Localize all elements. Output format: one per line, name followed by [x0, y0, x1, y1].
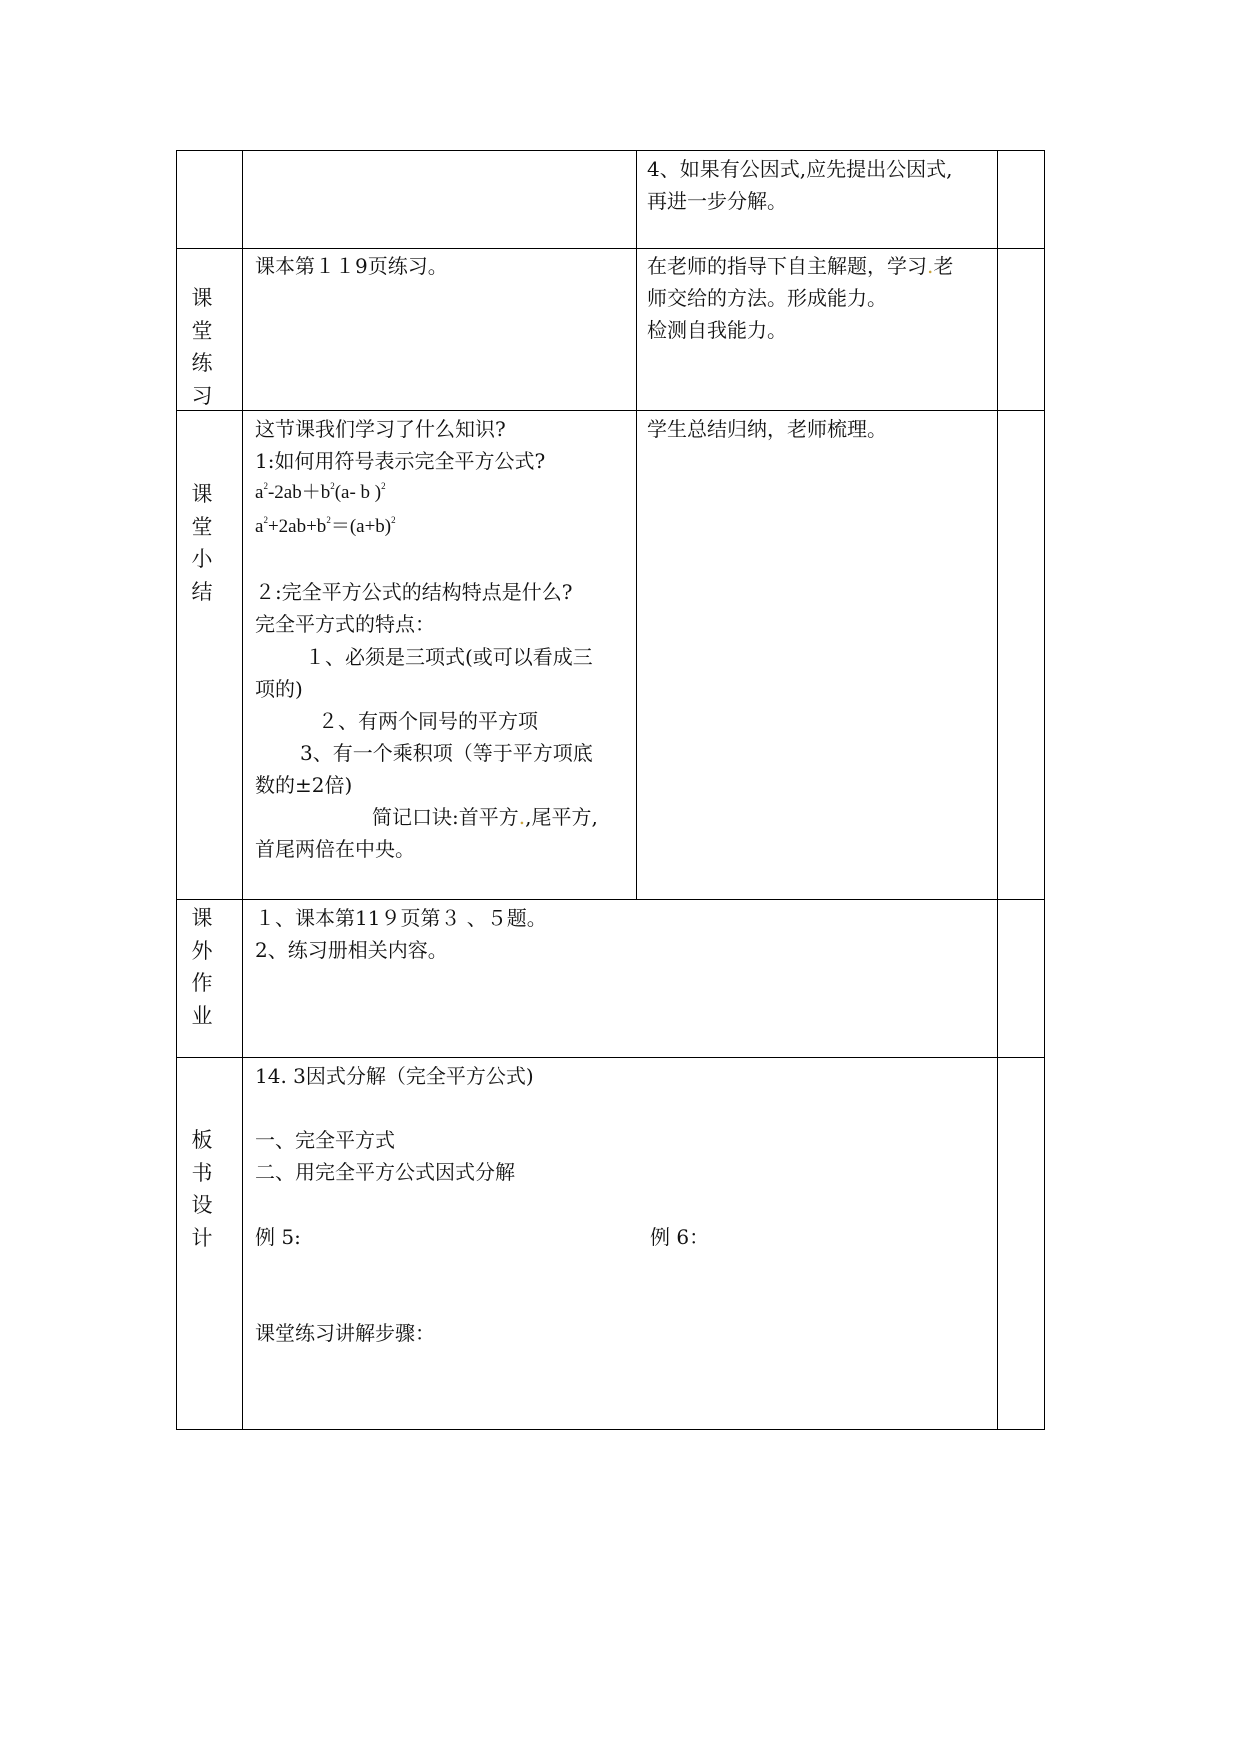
continuation-activity-line-2: 再进一步分解。: [647, 189, 787, 213]
table-border-right: [1044, 150, 1045, 1430]
formula-term: a: [255, 516, 264, 537]
practice-activity-text-b: 老: [933, 254, 954, 278]
feature-3-cont: 数的±2倍): [255, 773, 353, 797]
homework-row-label: [176, 902, 228, 1032]
practice-row-label: [176, 282, 228, 412]
exponent: 2: [381, 481, 386, 491]
formula-term: -2ab＋b: [267, 482, 331, 503]
row-divider-1: [176, 248, 1045, 249]
formula-term: a: [255, 482, 264, 503]
summary-question-2: ２:完全平方公式的结构特点是什么?: [255, 580, 573, 604]
practice-activity-line-3: 检测自我能力。: [647, 318, 787, 342]
formula-term: (a- b ): [334, 482, 382, 503]
label-char: 小: [191, 547, 213, 571]
label-char: 结: [191, 579, 213, 604]
label-char: 习: [191, 383, 213, 408]
feature-3: 3、有一个乘积项（等于平方项底: [300, 741, 593, 765]
practice-activity-text-a: 在老师的指导下自主解题，学习: [647, 254, 927, 278]
summary-activity: 学生总结归纳，老师梳理。: [647, 417, 887, 441]
board-example-6: 例 6：: [650, 1225, 710, 1249]
label-char: 作: [191, 971, 213, 995]
label-char: 业: [191, 1003, 213, 1028]
mnemonic-text-b: ,尾平方,: [525, 805, 598, 829]
label-char: 计: [191, 1225, 213, 1250]
feature-1-cont: 项的): [255, 677, 303, 701]
label-char: 设: [191, 1193, 213, 1217]
formula-sum-square: [255, 511, 396, 543]
practice-content: 课本第１１9页练习。: [255, 254, 448, 278]
row-divider-4: [176, 1057, 1045, 1058]
summary-row-label: [176, 478, 228, 608]
board-row-label: [176, 1124, 228, 1254]
practice-activity-line-1: [647, 250, 953, 282]
exponent: 2: [263, 515, 268, 525]
summary-question-1: 1:如何用符号表示完全平方公式?: [255, 449, 546, 473]
board-item-2: 二、用完全平方公式因式分解: [255, 1160, 515, 1184]
feature-1: １、必须是三项式(或可以看成三: [305, 645, 593, 669]
summary-question-0: 这节课我们学习了什么知识?: [255, 417, 506, 441]
formula-term: ＝(a+b): [330, 516, 392, 537]
board-practice-steps: 课堂练习讲解步骤：: [255, 1321, 435, 1345]
row-divider-2: [176, 410, 1045, 411]
exponent: 2: [263, 481, 268, 491]
column-divider-notes: [997, 150, 998, 1430]
formula-term: +2ab+b: [267, 516, 327, 537]
board-item-1: 一、完全平方式: [255, 1128, 395, 1152]
label-char: 课: [191, 906, 213, 930]
feature-2: ２、有两个同号的平方项: [318, 709, 538, 733]
homework-line-1: １、课本第11９页第３ 、５题。: [255, 906, 547, 930]
label-char: 板: [191, 1128, 213, 1152]
exponent: 2: [326, 515, 331, 525]
row-divider-3: [176, 899, 1045, 900]
table-border-top: [176, 150, 1045, 151]
exponent: 2: [330, 481, 335, 491]
formula-difference-square: [255, 477, 386, 509]
column-divider-label: [242, 150, 243, 1430]
column-divider-activity: [636, 150, 637, 900]
homework-line-2: 2、练习册相关内容。: [255, 938, 448, 962]
mnemonic-line-1: [372, 801, 598, 833]
mnemonic-line-2: 首尾两倍在中央。: [255, 837, 415, 861]
board-example-5: 例 5:: [255, 1225, 301, 1249]
label-char: 堂: [191, 514, 213, 539]
continuation-activity-line-1: 4、如果有公因式,应先提出公因式,: [647, 157, 953, 181]
board-title: 14. 3因式分解（完全平方公式): [255, 1064, 534, 1088]
label-char: 练: [191, 351, 213, 375]
label-char: 堂: [191, 318, 213, 343]
stray-mark: .: [927, 254, 934, 278]
table-border-bottom: [176, 1429, 1045, 1430]
label-char: 课: [191, 482, 213, 506]
practice-activity-line-2: 师交给的方法。形成能力。: [647, 286, 887, 310]
label-char: 书: [191, 1160, 213, 1185]
summary-question-2b: 完全平方式的特点：: [255, 612, 435, 636]
label-char: 外: [191, 938, 213, 963]
stray-mark: .: [518, 805, 526, 829]
exponent: 2: [391, 515, 396, 525]
mnemonic-text-a: 简记口诀:首平方: [372, 805, 519, 829]
label-char: 课: [191, 286, 213, 310]
